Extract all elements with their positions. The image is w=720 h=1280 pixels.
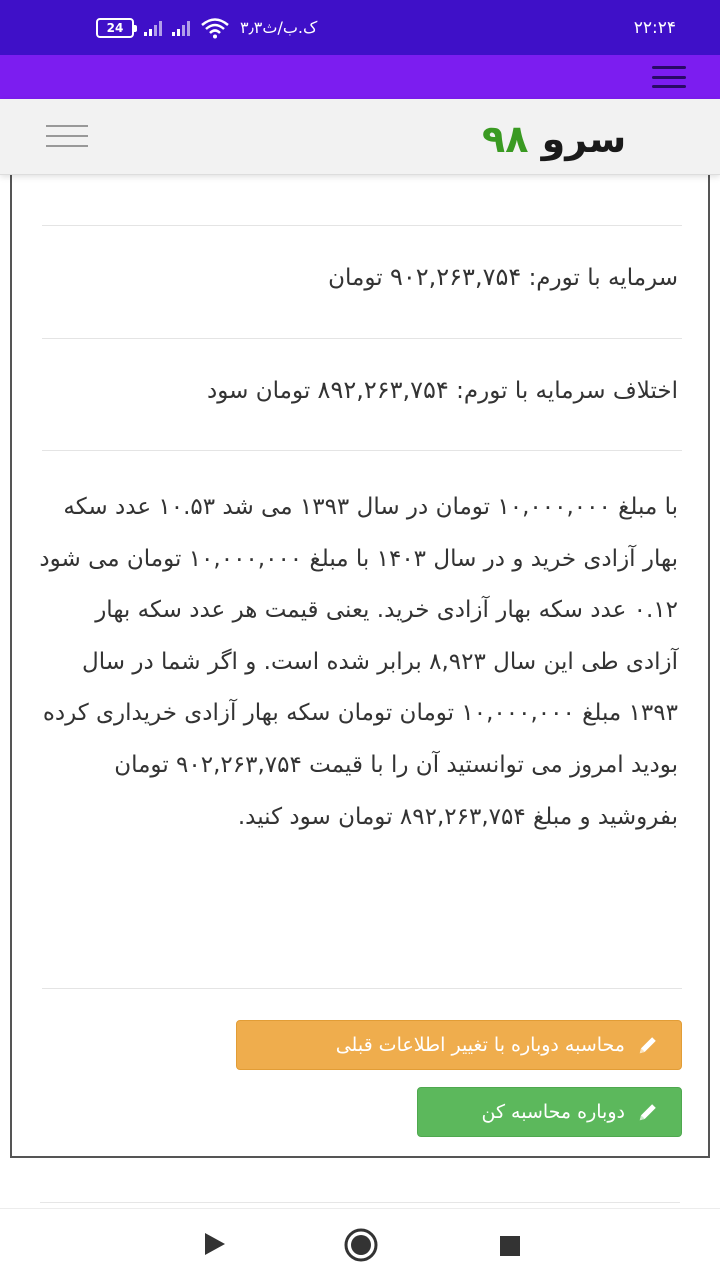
recalc-button[interactable] — [417, 1087, 682, 1137]
divider — [42, 988, 682, 989]
logo-number: ۹۸ — [482, 117, 529, 161]
divider — [42, 450, 682, 451]
inflation-capital-row — [328, 263, 678, 291]
difference-label: اختلاف سرمایه با تورم: — [456, 378, 678, 404]
inflation-capital-value: ۹۰۲,۲۶۳,۷۵۴ — [389, 263, 522, 291]
recalc-with-previous-button[interactable] — [236, 1020, 682, 1070]
nav-home-icon[interactable] — [343, 1227, 379, 1263]
logo-word: سرو — [541, 117, 627, 161]
inflation-capital-unit: تومان — [328, 265, 383, 291]
recalc-with-previous-label: محاسبه دوباره با تغییر اطلاعات قبلی — [335, 1034, 625, 1056]
recalc-label: دوباره محاسبه کن — [481, 1101, 625, 1123]
difference-unit: تومان سود — [207, 378, 311, 404]
summary-paragraph: با مبلغ ۱۰,۰۰۰,۰۰۰ تومان در سال ۱۳۹۳ می شد ۱۰.۵۳ عدد سکه بهار آزادی خرید و در سال ۱۴۰۳ با مبلغ ۱۰,۰۰۰,۰۰۰ تومان می شود ۰.۱۲ عدد سکه بهار آزادی خرید. یعنی قیمت هر عدد سکه بهار آزادی طی این سال ۸,۹۲۳ برابر شده است. و اگر شما در سال ۱۳۹۳ مبلغ ۱۰,۰۰۰,۰۰۰ تومان تومان سکه بهار آزادی خریداری کرده بودید امروز می توانستید آن را با قیمت ۹۰۲,۲۶۳,۷۵۴ تومان بفروشید و مبلغ ۸۹۲,۲۶۳,۷۵۴ تومان سود کنید. — [39, 494, 678, 830]
pencil-icon — [637, 1034, 659, 1056]
nav-recent-icon[interactable] — [499, 1235, 521, 1257]
site-logo[interactable] — [482, 117, 626, 161]
network-speed: ۳٫۳ک.ب/ث — [240, 18, 318, 37]
inflation-capital-label: سرمایه با تورم: — [528, 265, 678, 291]
divider — [42, 338, 682, 339]
pencil-icon — [637, 1101, 659, 1123]
site-menu-icon[interactable] — [46, 125, 88, 147]
footer-divider — [40, 1202, 680, 1203]
divider — [42, 225, 682, 226]
difference-row — [207, 376, 678, 404]
result-card — [10, 100, 710, 1158]
nav-back-icon[interactable] — [203, 1231, 227, 1257]
battery-level: 24 — [106, 20, 124, 35]
signal-icon — [144, 20, 162, 36]
signal-icon-2 — [172, 20, 190, 36]
app-menu-icon[interactable] — [652, 66, 686, 88]
battery-icon — [96, 18, 134, 38]
status-clock: ۲۲:۲۴ — [633, 17, 676, 38]
navigation-bar — [0, 1208, 720, 1280]
wifi-icon — [200, 17, 230, 39]
site-header — [0, 99, 720, 175]
app-bar — [0, 55, 720, 99]
difference-value: ۸۹۲,۲۶۳,۷۵۴ — [317, 376, 449, 404]
status-indicators — [96, 17, 317, 39]
status-bar — [0, 0, 720, 55]
